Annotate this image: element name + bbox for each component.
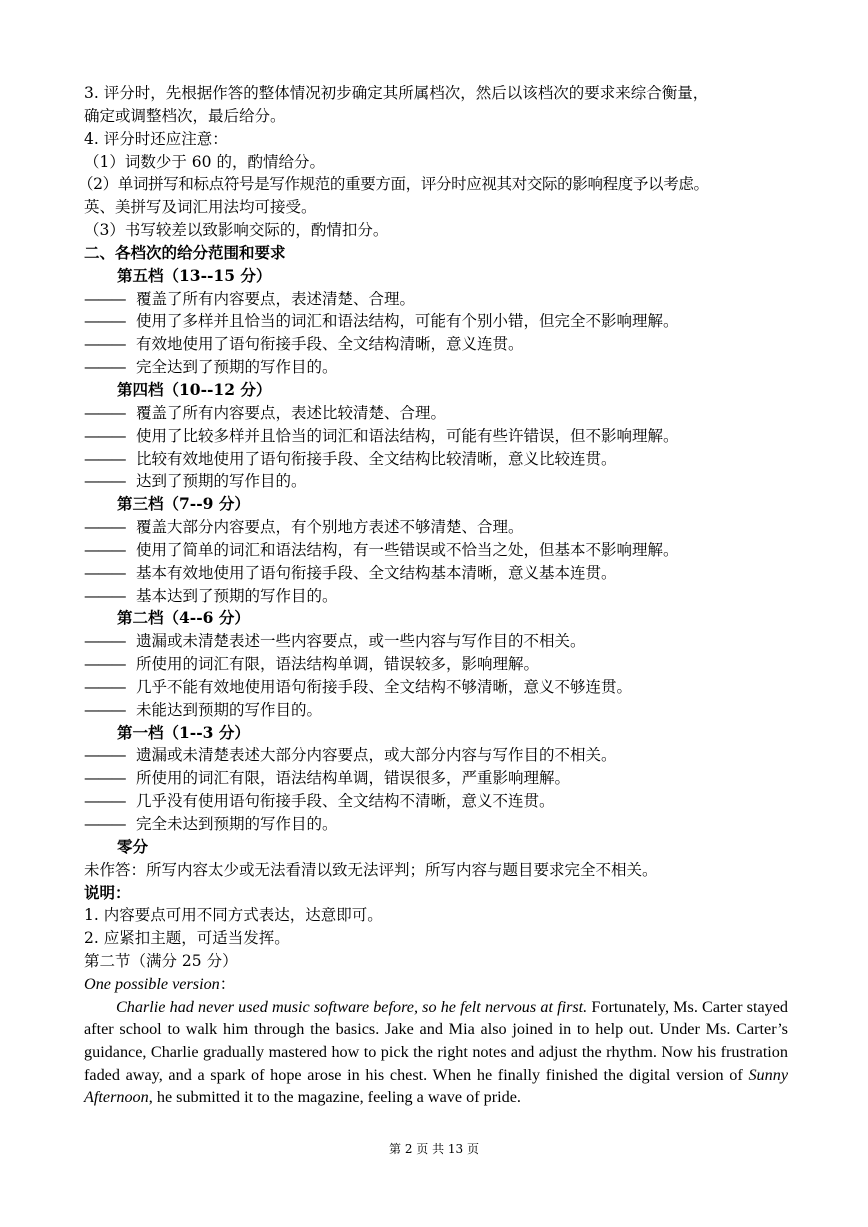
criterion-text: 所使用的词汇有限，语法结构单调，错误较多，影响理解。 [136, 655, 540, 674]
dash-marker: ——— [84, 655, 125, 674]
level-title: 第三档（7--9 分） [117, 494, 250, 514]
essay-body-2: , he submitted it to the magazine, feeling a wave of pride. [148, 1088, 521, 1107]
level-criterion [84, 333, 788, 356]
dash-marker: ——— [84, 792, 125, 811]
essay-intro: Charlie had never used music software before, so he felt nervous at first. [116, 997, 588, 1016]
essay-body-1: Fortunately, Ms. Carter stayed after school to walk him through the basics. Jake and Mia also joined in to help out. Under Ms. Carter’s guidance, Charlie gradually mastered how to pick the right notes and adjust the rhythm. Now his frustration faded away, and a spark of hope arose in his chest. When he finally finished the digital version of [84, 997, 788, 1084]
zero-title: 零分 [117, 836, 149, 856]
notes-item-1: 1. 内容要点可用不同方式表达，达意即可。 [84, 906, 383, 925]
criterion-text: 完全达到了预期的写作目的。 [136, 358, 338, 377]
level-title: 第一档（1--3 分） [117, 722, 250, 742]
level-criterion [84, 470, 788, 493]
level-criterion [84, 744, 788, 767]
level-criterion [84, 288, 788, 311]
criterion-text: 遗漏或未清楚表述一些内容要点，或一些内容与写作目的不相关。 [136, 632, 586, 651]
criterion-text: 使用了简单的词汇和语法结构，有一些错误或不恰当之处，但基本不影响理解。 [136, 540, 679, 559]
criterion-text: 所使用的词汇有限，语法结构单调，错误很多，严重影响理解。 [136, 769, 571, 788]
dash-marker: ——— [84, 312, 125, 331]
essay-paragraph [84, 996, 788, 1109]
level-criterion [84, 402, 788, 425]
level-criterion [84, 539, 788, 562]
level-title: 第四档（10--12 分） [117, 379, 272, 399]
level-criterion [84, 790, 788, 813]
criterion-text: 遗漏或未清楚表述大部分内容要点，或大部分内容与写作目的不相关。 [136, 746, 617, 765]
document-page [78, 82, 788, 1109]
dash-marker: ——— [84, 677, 125, 696]
level-title: 第五档（13--15 分） [117, 265, 272, 285]
zero-text: 未作答：所写内容太少或无法看清以致无法评判；所写内容与题目要求完全不相关。 [84, 860, 658, 879]
level-criterion [84, 516, 788, 539]
level-criterion [84, 585, 788, 608]
level-title: 第二档（4--6 分） [117, 608, 250, 628]
page-footer: 第 2 页 共 13 页 [389, 1142, 479, 1156]
level-criterion [84, 356, 788, 379]
note-1: （1）词数少于 60 的，酌情给分。 [84, 152, 325, 171]
dash-marker: ——— [84, 472, 125, 491]
dash-marker: ——— [84, 358, 125, 377]
dash-marker: ——— [84, 563, 125, 582]
dash-marker: ——— [84, 289, 125, 308]
level-criterion [84, 425, 788, 448]
criterion-text: 达到了预期的写作目的。 [136, 472, 307, 491]
version-label: One possible version [84, 974, 220, 993]
criterion-text: 几乎不能有效地使用语句衔接手段、全文结构不够清晰，意义不够连贯。 [136, 677, 633, 696]
dash-marker: ——— [84, 769, 125, 788]
levels-list [84, 265, 788, 836]
dash-marker: ——— [84, 815, 125, 833]
criterion-text: 基本达到了预期的写作目的。 [136, 586, 338, 605]
criterion-text: 完全未达到预期的写作目的。 [136, 815, 338, 833]
level-criterion [84, 676, 788, 699]
dash-marker: ——— [84, 403, 125, 422]
criterion-text: 基本有效地使用了语句衔接手段、全文结构基本清晰，意义基本连贯。 [136, 563, 617, 582]
essay-song-title: Sunny Afternoon [84, 1065, 788, 1107]
criterion-text: 覆盖了所有内容要点，表述清楚、合理。 [136, 289, 416, 308]
dash-marker: ——— [84, 540, 125, 559]
criterion-text: 几乎没有使用语句衔接手段、全文结构不清晰，意义不连贯。 [136, 792, 555, 811]
criterion-text: 使用了多样并且恰当的词汇和语法结构，可能有个别小错，但完全不影响理解。 [136, 312, 679, 331]
criterion-text: 有效地使用了语句衔接手段、全文结构清晰，意义连贯。 [136, 335, 524, 354]
section-two-title: 第二节（满分 25 分） [84, 952, 238, 971]
level-criterion [84, 813, 788, 836]
rule-3-line-1: 3. 评分时，先根据作答的整体情况初步确定其所属档次，然后以该档次的要求来综合衡量， [84, 84, 709, 102]
criterion-text: 比较有效地使用了语句衔接手段、全文结构比较清晰，意义比较连贯。 [136, 449, 617, 468]
dash-marker: ——— [84, 335, 125, 354]
dash-marker: ——— [84, 518, 125, 537]
level-criterion [84, 767, 788, 790]
criterion-text: 使用了比较多样并且恰当的词汇和语法结构，可能有些许错误，但不影响理解。 [136, 426, 679, 445]
level-criterion [84, 653, 788, 676]
level-criterion [84, 448, 788, 471]
section-2-title: 二、各档次的给分范围和要求 [84, 242, 286, 262]
criterion-text: 覆盖了所有内容要点，表述比较清楚、合理。 [136, 403, 447, 422]
dash-marker: ——— [84, 586, 125, 605]
dash-marker: ——— [84, 700, 125, 719]
rule-4: 4. 评分时还应注意： [84, 129, 228, 148]
dash-marker: ——— [84, 632, 125, 651]
version-colon: ： [219, 974, 236, 993]
rule-3-line-2: 确定或调整档次，最后给分。 [84, 106, 286, 125]
level-criterion [84, 630, 788, 653]
level-criterion [84, 562, 788, 585]
dash-marker: ——— [84, 746, 125, 765]
criterion-text: 覆盖大部分内容要点，有个别地方表述不够清楚、合理。 [136, 518, 524, 537]
notes-item-2: 2. 应紧扣主题，可适当发挥。 [84, 929, 290, 948]
level-criterion [84, 310, 788, 333]
notes-title: 说明： [84, 882, 131, 902]
criterion-text: 未能达到预期的写作目的。 [136, 700, 323, 719]
dash-marker: ——— [84, 449, 125, 468]
level-criterion [84, 699, 788, 722]
note-2-line-2: 英、美拼写及词汇用法均可接受。 [84, 198, 317, 217]
version-label-line [84, 973, 788, 996]
dash-marker: ——— [84, 426, 125, 445]
note-3: （3）书写较差以致影响交际的，酌情扣分。 [84, 221, 389, 240]
note-2-line-1: （2）单词拼写和标点符号是写作规范的重要方面，评分时应视其对交际的影响程度予以考虑。 [78, 175, 709, 194]
